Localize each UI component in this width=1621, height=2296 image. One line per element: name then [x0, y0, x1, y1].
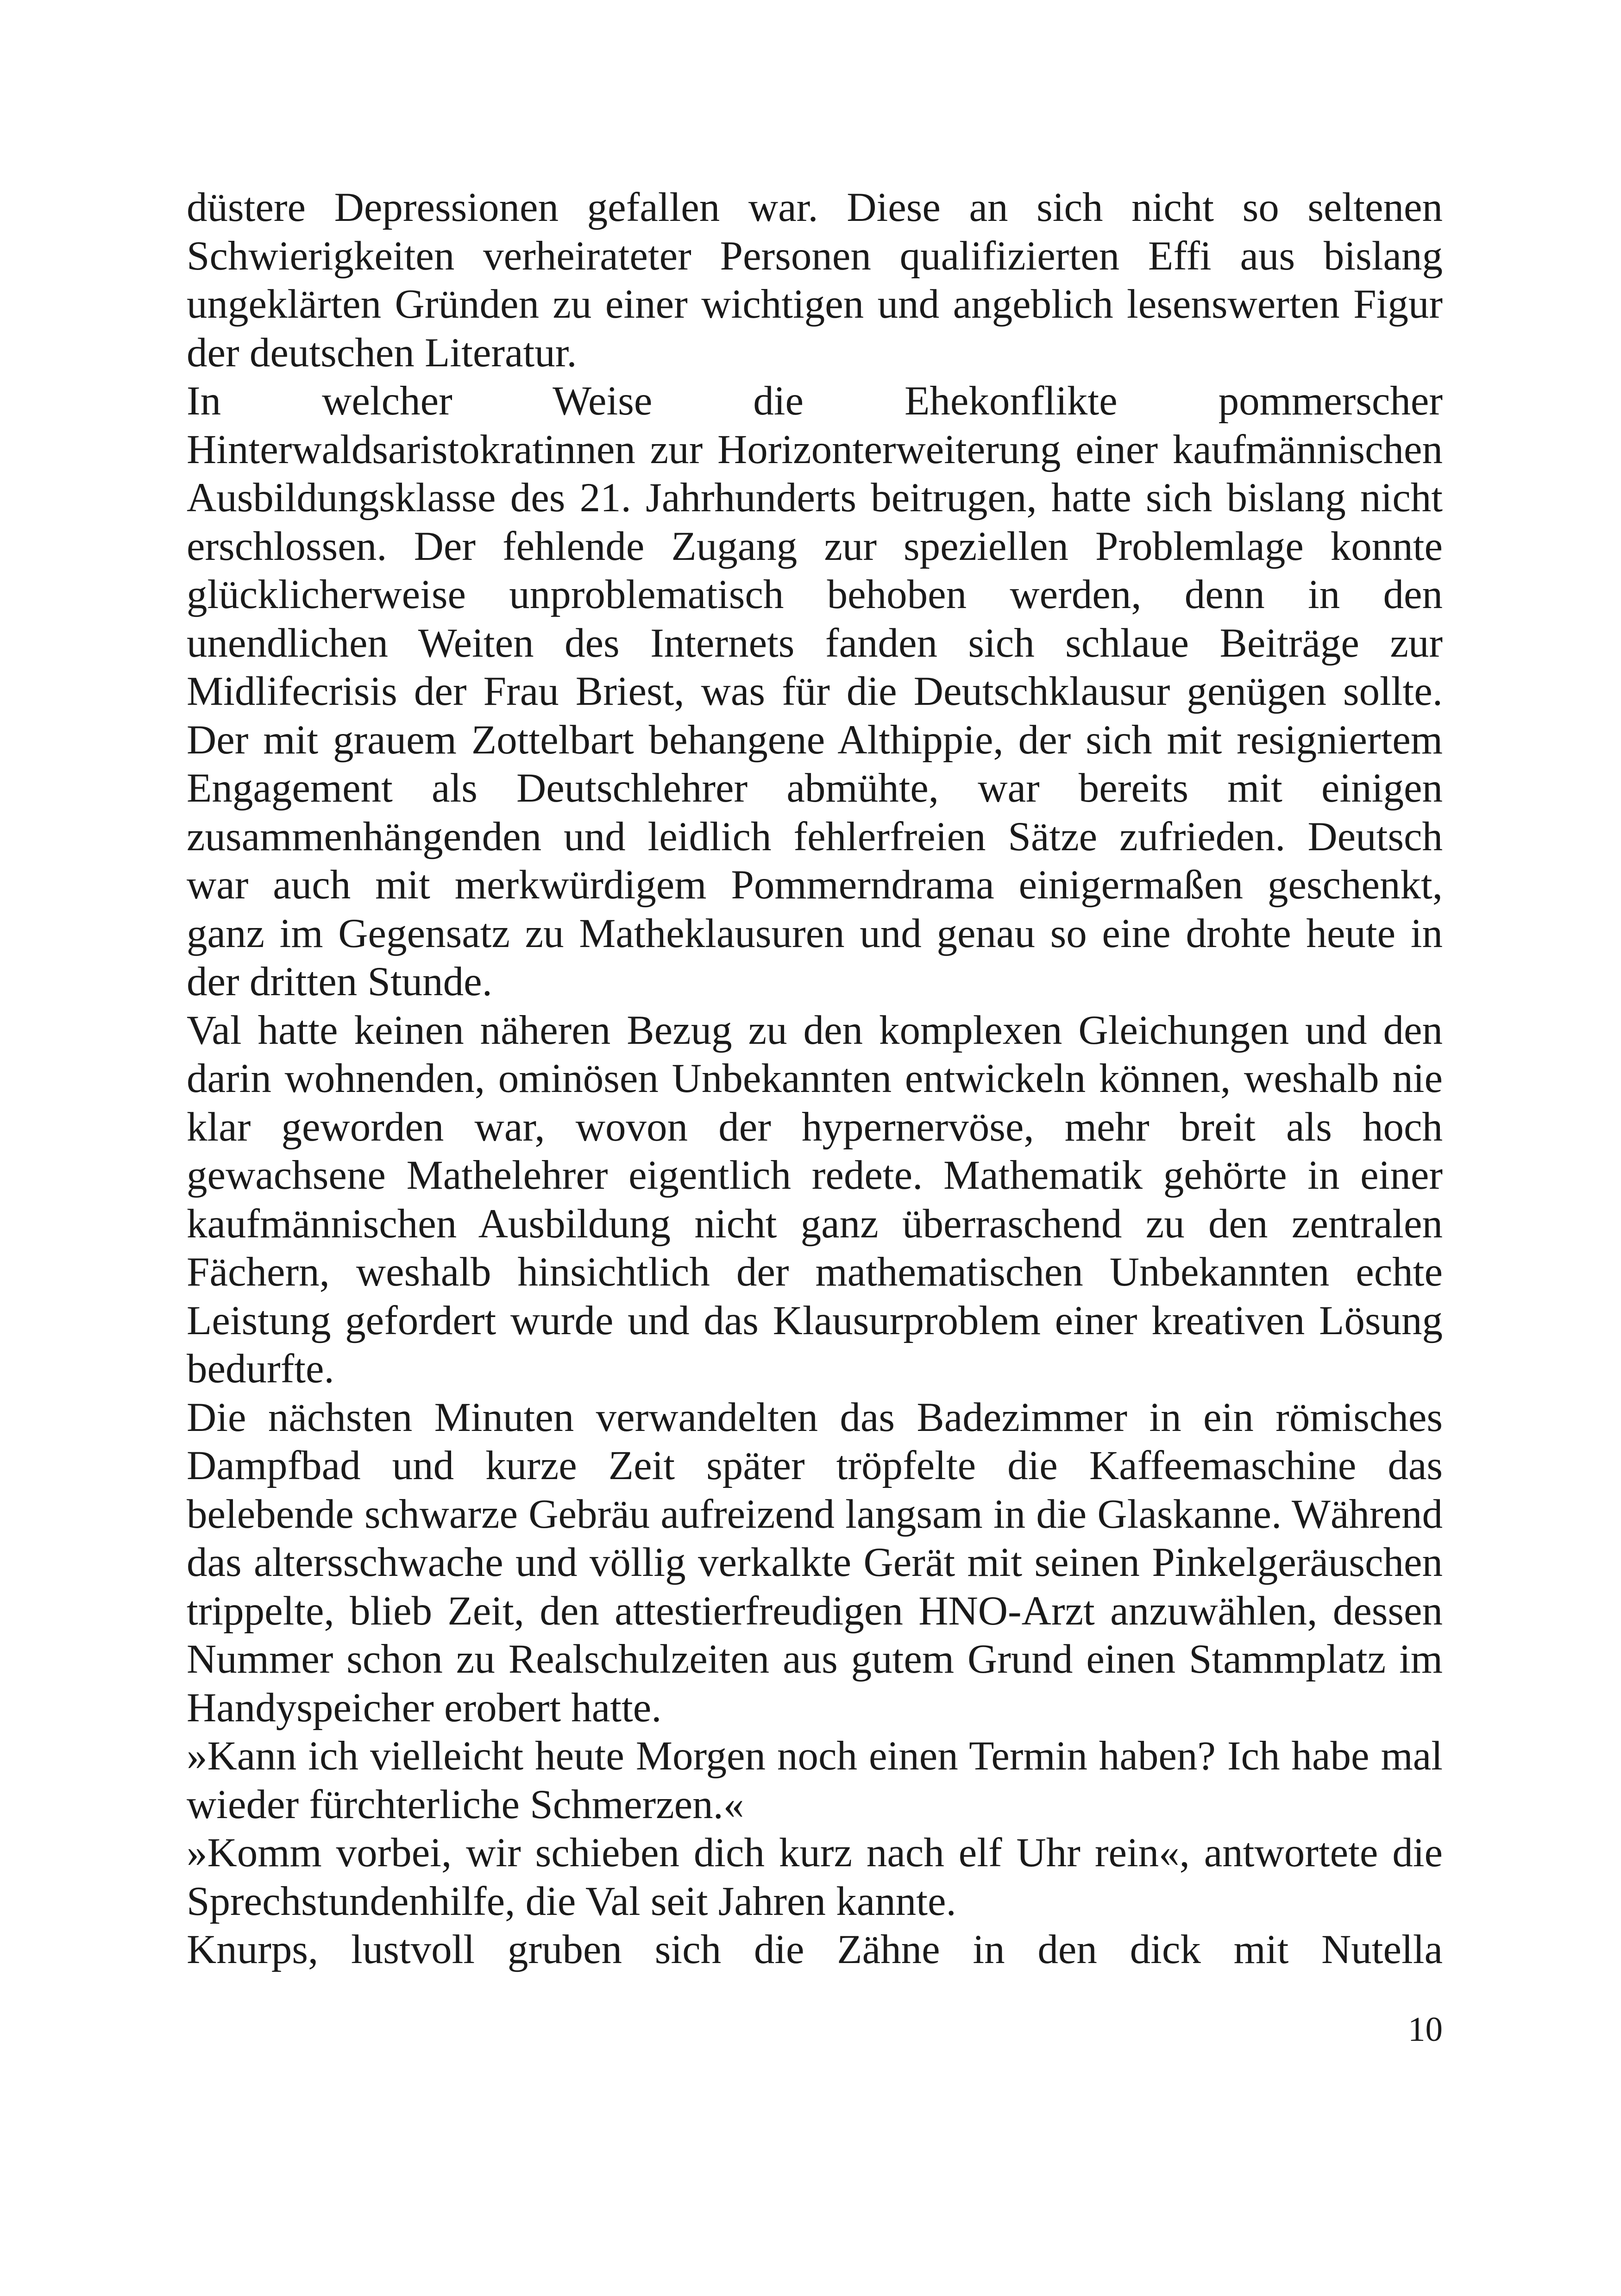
paragraph: Die nächsten Minuten verwandelten das Badezimmer in ein römisches Dampfbad und kurze Zeit später tröpfelte die Kaffeemaschine das belebende schwarze Gebräu aufreizend langsam in die Glaskanne. Während das altersschwache und völlig verkalkte Gerät mit seinen Pinkelgeräuschen trippelte, blieb Zeit, den attestierfreudigen HNO-Arzt anzuwählen, dessen Nummer schon zu Realschulzeiten aus gutem Grund einen Stammplatz im Handyspeicher erobert hatte.: [187, 1394, 1443, 1731]
paragraph: Knurps, lustvoll gruben sich die Zähne in den dick mit Nutella: [187, 1927, 1443, 1972]
paragraph: düstere Depressionen gefallen war. Diese an sich nicht so seltenen Schwierigkeiten verheirateter Personen qualifizierten Effi aus bislang ungeklärten Gründen zu einer wichtigen und angeblich lesenswerten Figur der deutschen Literatur.: [187, 185, 1443, 376]
body-text: [187, 183, 1443, 1974]
paragraph: »Kann ich vielleicht heute Morgen noch einen Termin haben? Ich habe mal wieder fürchterliche Schmerzen.«: [187, 1733, 1443, 1827]
paragraph: »Komm vorbei, wir schieben dich kurz nach elf Uhr rein«, antwortete die Sprechstundenhilfe, die Val seit Jahren kannte.: [187, 1830, 1443, 1924]
paragraph: In welcher Weise die Ehekonflikte pommerscher Hinterwaldsaristokratinnen zur Horizonterweiterung einer kaufmännischen Ausbildungsklasse des 21. Jahrhunderts beitrugen, hatte sich bislang nicht erschlossen. Der fehlende Zugang zur speziellen Problemlage konnte glücklicherweise unproblematisch behoben werden, denn in den unendlichen Weiten des Internets fanden sich schlaue Beiträge zur Midlifecrisis der Frau Briest, was für die Deutschklausur genügen sollte. Der mit grauem Zottelbart behangene Althippie, der sich mit resigniertem Engagement als Deutschlehrer abmühte, war bereits mit einigen zusammenhängenden und leidlich fehlerfreien Sätze zufrieden. Deutsch war auch mit merkwürdigem Pommerndrama einigermaßen geschenkt, ganz im Gegensatz zu Matheklausuren und genau so eine drohte heute in der dritten Stunde.: [187, 378, 1443, 1004]
page-number: 10: [1408, 2010, 1443, 2049]
paragraph: Val hatte keinen näheren Bezug zu den komplexen Gleichungen und den darin wohnenden, ominösen Unbekannten entwickeln können, weshalb nie klar geworden war, wovon der hypernervöse, mehr breit als hoch gewachsene Mathelehrer eigentlich redete. Mathematik gehörte in einer kaufmännischen Ausbildung nicht ganz überraschend zu den zentralen Fächern, weshalb hinsichtlich der mathematischen Unbekannten echte Leistung gefordert wurde und das Klausurproblem einer kreativen Lösung bedurfte.: [187, 1007, 1443, 1392]
